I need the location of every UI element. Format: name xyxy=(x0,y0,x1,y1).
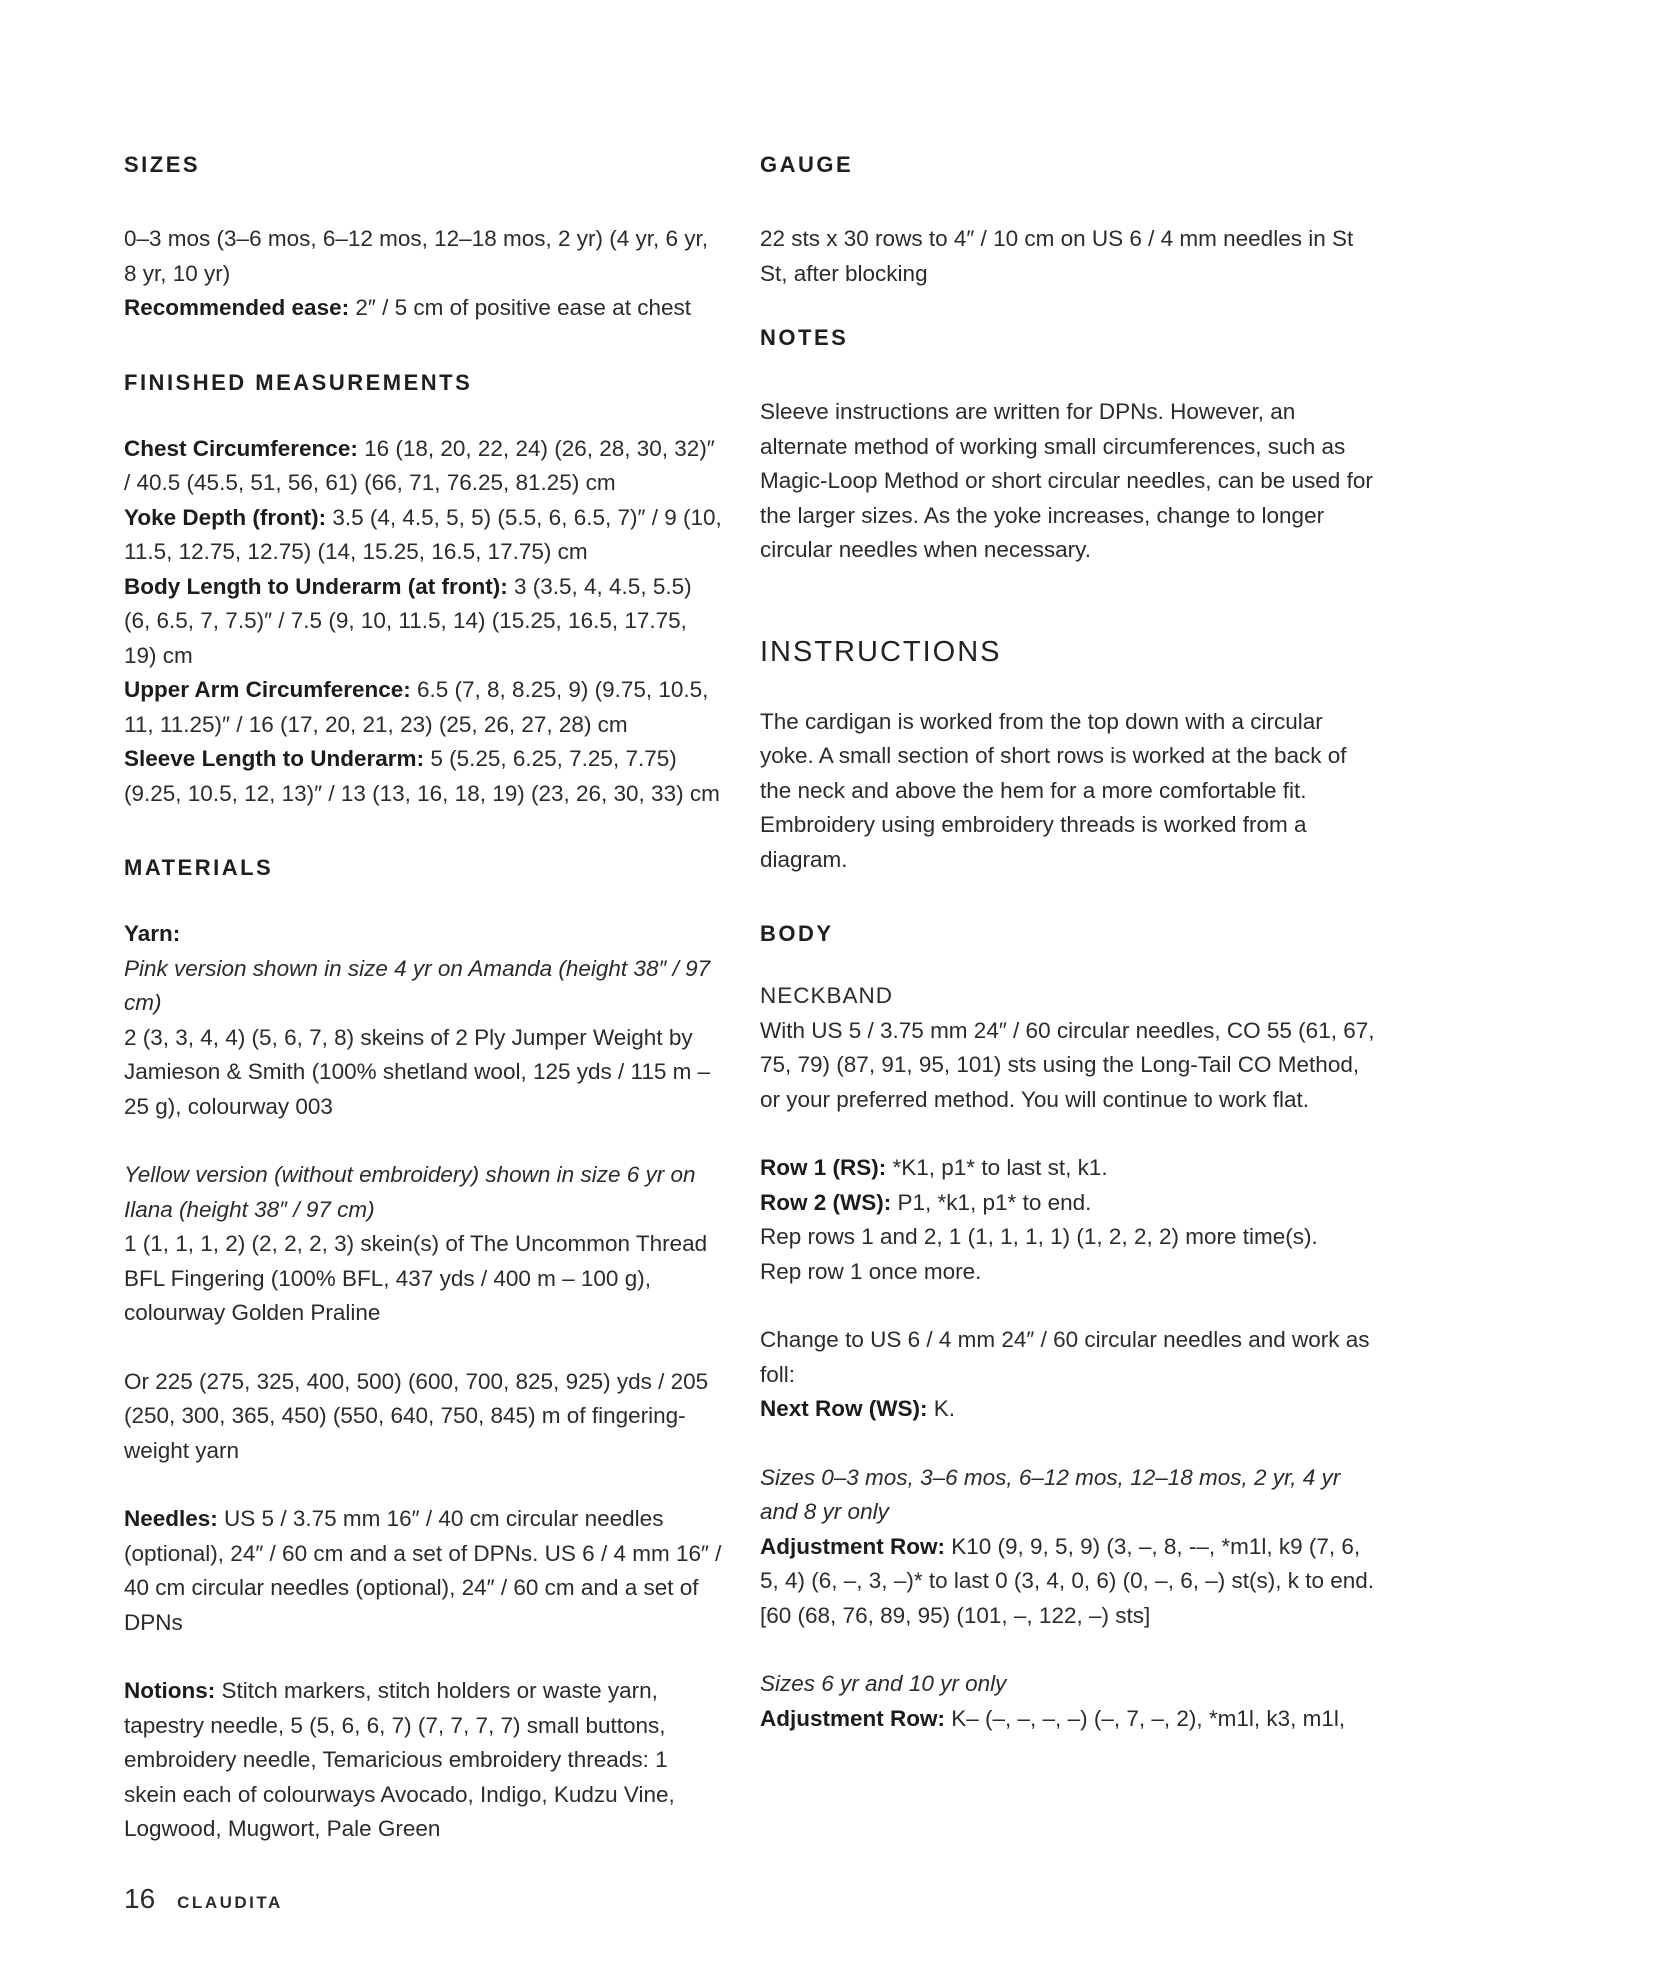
instructions-text: The cardigan is worked from the top down with a circular yoke. A small section of short rows is worked at the back of the neck and above the hem for a more comfortable fit. Embroidery using embroidery threads is worked from a diagram. xyxy=(760,708,1347,872)
gauge-text: 22 sts x 30 rows to 4″ / 10 cm on US 6 / 4 mm needles in St St, after blocking xyxy=(760,226,1354,286)
next-row-label: Next Row (WS): xyxy=(760,1396,928,1421)
page-footer xyxy=(124,1883,283,1915)
notes-heading: NOTES xyxy=(760,325,849,350)
gauge-heading: GAUGE xyxy=(760,152,854,177)
left-column xyxy=(124,152,724,1847)
row-1-instruction xyxy=(760,1151,1380,1186)
measurement-sleeve-length xyxy=(124,742,724,811)
row-1-label: Row 1 (RS): xyxy=(760,1155,887,1180)
measurement-chest xyxy=(124,432,724,501)
adjustment-row-1 xyxy=(760,1530,1380,1634)
body-heading: BODY xyxy=(760,921,834,946)
notes-text: Sleeve instructions are written for DPNs. However, an alternate method of working small circumferences, such as Magic-Loop Method or short circular needles, can be used for the larger sizes. As the yoke increases, change to longer circular needles when necessary. xyxy=(760,399,1373,562)
measurement-value: 6.5 (7, 8, 8.25, 9) (9.75, 10.5, 11, 11.25)″ / 16 (17, 20, 21, 23) (25, 26, 27, 28) cm xyxy=(124,677,709,737)
next-row-instruction xyxy=(760,1392,1380,1427)
notions-text: Stitch markers, stitch holders or waste yarn, tapestry needle, 5 (5, 6, 6, 7) (7, 7, 7, 7) small buttons, embroidery needle, Temaricious embroidery threads: 1 skein each of colourways Avocado, Indigo, Kudzu Vine, Logwood, Mugwort, Pale Green xyxy=(124,1678,675,1841)
adjustment-row-2-text: K– (–, –, –, –) (–, 7, –, 2), *m1l, k3, m1l, xyxy=(945,1705,1346,1731)
yarn-alternative-text: Or 225 (275, 325, 400, 500) (600, 700, 825, 925) yds / 205 (250, 300, 365, 450) (550, 640, 750, 845) m of fingering-weight yarn xyxy=(124,1368,709,1463)
sizes-group-1-note xyxy=(760,1461,1380,1530)
sizes-group-2-italic: Sizes 6 yr and 10 yr only xyxy=(760,1671,1007,1696)
instructions-heading: INSTRUCTIONS xyxy=(760,635,1002,668)
adjustment-row-1-text: K10 (9, 9, 5, 9) (3, –, 8, -–, *m1l, k9 (7, 6, 5, 4) (6, –, 3, –)* to last 0 (3, 4, 0, 6) (0, –, 6, –) st(s), k to end. [60 (68, 76, 89, 95) (101, –, 122, –) sts] xyxy=(760,1533,1375,1628)
materials-heading: MATERIALS xyxy=(124,855,274,880)
neckband-heading: NECKBAND xyxy=(760,983,894,1008)
yarn-label: Yarn: xyxy=(124,921,181,946)
yarn-label-line xyxy=(124,917,724,952)
notions-paragraph xyxy=(124,1674,724,1847)
sizes-group-1-italic: Sizes 0–3 mos, 3–6 mos, 6–12 mos, 12–18 mos, 2 yr, 4 yr and 8 yr only xyxy=(760,1464,1341,1524)
needles-paragraph xyxy=(124,1502,724,1640)
measurement-label: Yoke Depth (front): xyxy=(124,504,327,530)
neckband-text: With US 5 / 3.75 mm 24″ / 60 circular needles, CO 55 (61, 67, 75, 79) (87, 91, 95, 101) sts using the Long-Tail CO Method, or your preferred method. You will continue to work flat. xyxy=(760,1017,1375,1112)
adjustment-row-2-label: Adjustment Row: xyxy=(760,1705,945,1731)
row-2-text: P1, *k1, p1* to end. xyxy=(891,1189,1092,1215)
adjustment-row-2 xyxy=(760,1702,1380,1737)
sizes-text: 0–3 mos (3–6 mos, 6–12 mos, 12–18 mos, 2 yr) (4 yr, 6 yr, 8 yr, 10 yr) xyxy=(124,226,709,286)
pattern-title: CLAUDITA xyxy=(177,1893,283,1912)
yellow-version-note xyxy=(124,1158,724,1227)
notions-label: Notions: xyxy=(124,1678,216,1703)
pink-version-italic: Pink version shown in size 4 yr on Amanda (height 38″ / 97 cm) xyxy=(124,955,711,1015)
adjustment-row-1-label: Adjustment Row: xyxy=(760,1533,945,1559)
ease-value: 2″ / 5 cm of positive ease at chest xyxy=(349,295,691,320)
next-row-text: K. xyxy=(927,1396,956,1421)
pink-version-note xyxy=(124,952,724,1021)
measurement-label: Sleeve Length to Underarm: xyxy=(124,746,425,771)
ease-line xyxy=(124,291,724,326)
measurement-value: 3.5 (4, 4.5, 5, 5) (5.5, 6, 6.5, 7)″ / 9 (10, 11.5, 12.75, 12.75) (14, 15.25, 16.5, 17.75) cm xyxy=(124,504,722,564)
page-number: 16 xyxy=(124,1883,156,1914)
yellow-version-text: 1 (1, 1, 1, 2) (2, 2, 2, 3) skein(s) of The Uncommon Thread BFL Fingering (100% BFL, 437 yds / 400 m – 100 g), colourway Golden Praline xyxy=(124,1231,708,1325)
repeat-row-once-text: Rep row 1 once more. xyxy=(760,1258,982,1284)
yellow-version-italic: Yellow version (without embroidery) shown in size 6 yr on Ilana (height 38″ / 97 cm) xyxy=(124,1162,696,1222)
sizes-group-2-note xyxy=(760,1667,1380,1702)
repeat-rows-text: Rep rows 1 and 2, 1 (1, 1, 1, 1) (1, 2, 2, 2) more time(s). xyxy=(760,1224,1318,1249)
ease-label: Recommended ease: xyxy=(124,295,350,320)
row-2-instruction xyxy=(760,1186,1380,1221)
finished-measurements-heading: FINISHED MEASUREMENTS xyxy=(124,369,473,395)
measurement-label: Body Length to Underarm (at front): xyxy=(124,573,508,599)
measurement-label: Chest Circumference: xyxy=(124,435,358,461)
measurement-value: 16 (18, 20, 22, 24) (26, 28, 30, 32)″ / 40.5 (45.5, 51, 56, 61) (66, 71, 76.25, 81.25) cm xyxy=(124,435,715,495)
measurement-yoke xyxy=(124,501,724,570)
sizes-heading: SIZES xyxy=(124,152,201,177)
needles-label: Needles: xyxy=(124,1506,218,1531)
pink-version-text: 2 (3, 3, 4, 4) (5, 6, 7, 8) skeins of 2 Ply Jumper Weight by Jamieson & Smith (100% shetland wool, 125 yds / 115 m – 25 g), colourway 003 xyxy=(124,1024,711,1119)
measurement-body-length xyxy=(124,570,724,674)
measurement-value: 5 (5.25, 6.25, 7.25, 7.75) (9.25, 10.5, 12, 13)″ / 13 (13, 16, 18, 19) (23, 26, 30, 33) cm xyxy=(124,746,720,806)
change-needles-text: Change to US 6 / 4 mm 24″ / 60 circular needles and work as foll: xyxy=(760,1327,1370,1387)
needles-text: US 5 / 3.75 mm 16″ / 40 cm circular needles (optional), 24″ / 60 cm and a set of DPNs. US 6 / 4 mm 16″ / 40 cm circular needles (optional), 24″ / 60 cm and a set of DPNs xyxy=(124,1506,722,1635)
right-column xyxy=(760,152,1380,1736)
measurement-upper-arm xyxy=(124,673,724,742)
measurement-value: 3 (3.5, 4, 4.5, 5.5) (6, 6.5, 7, 7.5)″ / 7.5 (9, 10, 11.5, 14) (15.25, 16.5, 17.75, 19) cm xyxy=(124,573,692,668)
row-1-text: *K1, p1* to last st, k1. xyxy=(886,1155,1108,1180)
measurement-label: Upper Arm Circumference: xyxy=(124,677,411,702)
row-2-label: Row 2 (WS): xyxy=(760,1189,892,1215)
